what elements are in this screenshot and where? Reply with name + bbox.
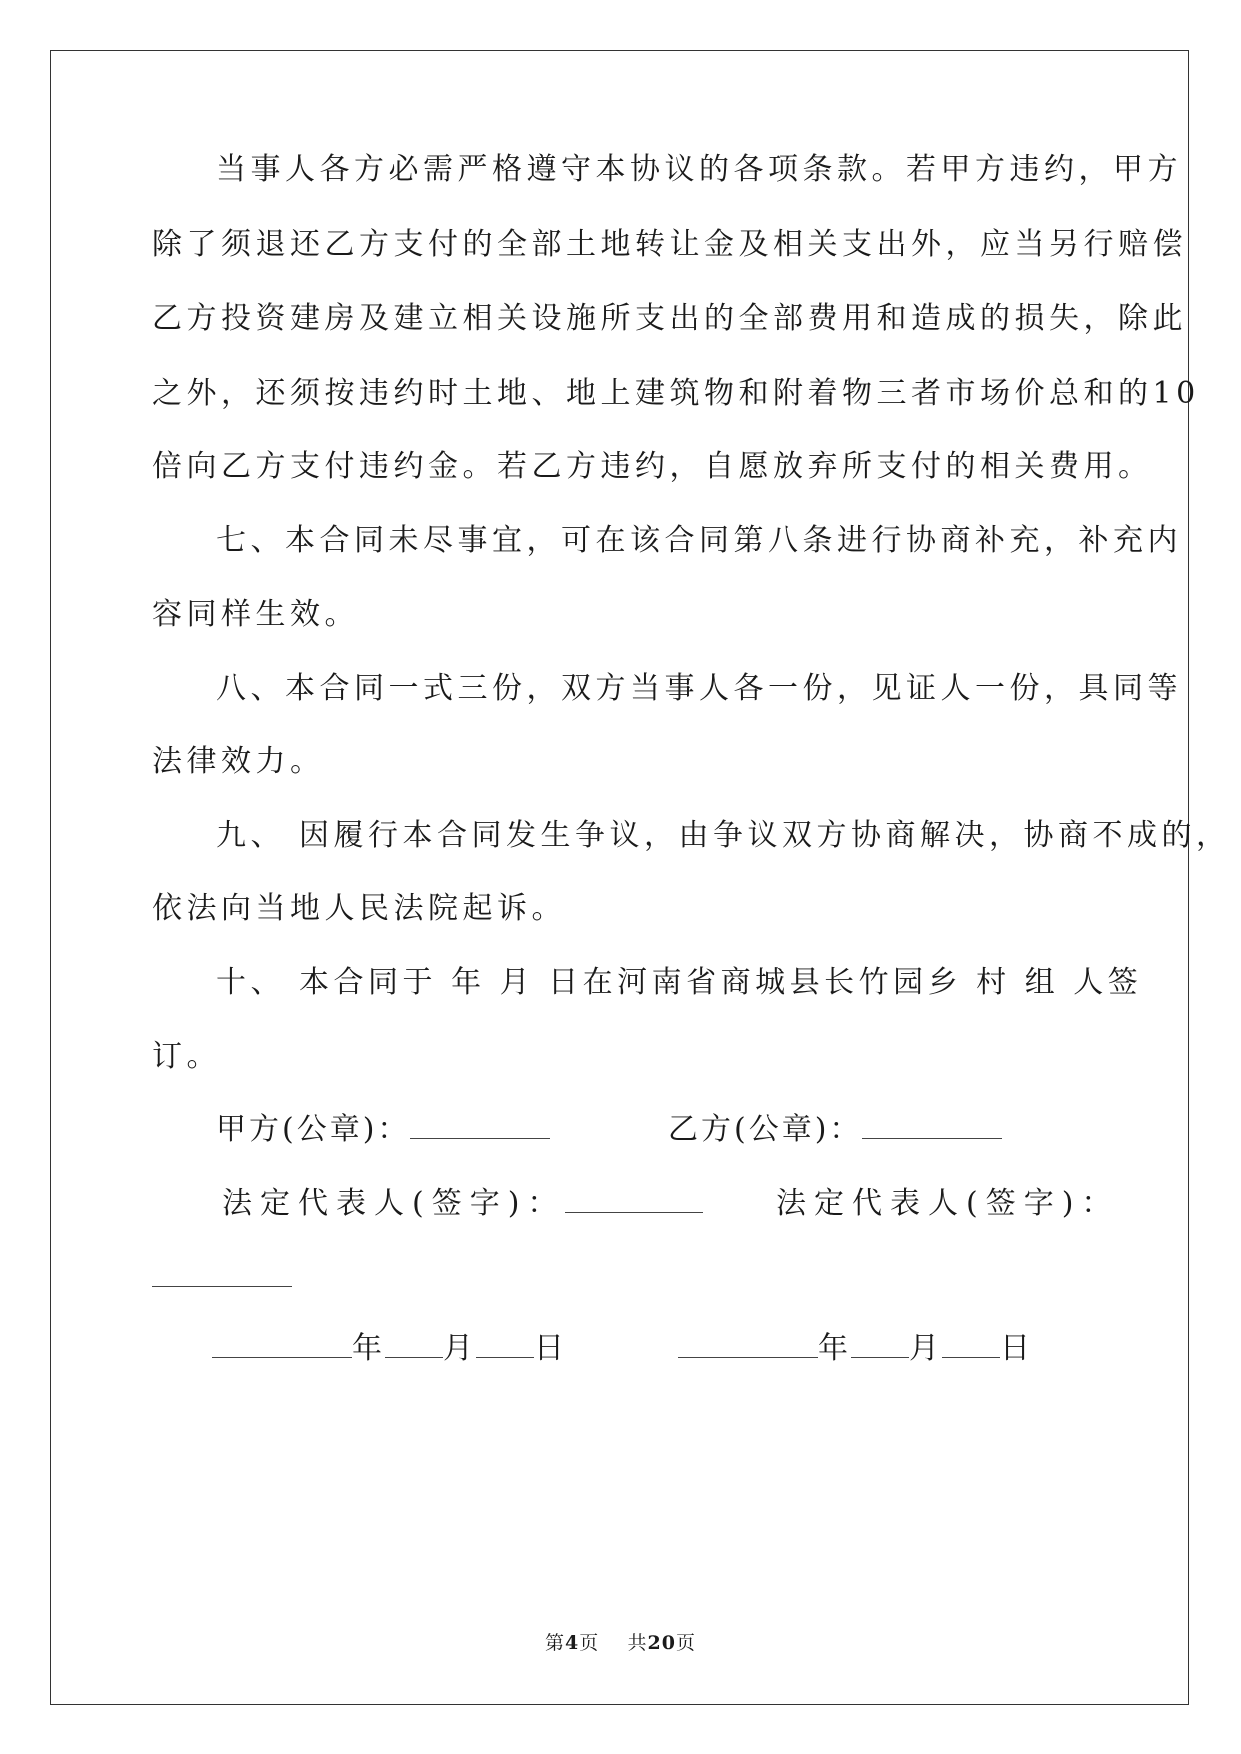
- page-number: 4: [565, 1632, 580, 1654]
- month-blank: [851, 1331, 909, 1358]
- text-line: 当事人各方必需严格遵守本协议的各项条款。若甲方违约，甲方: [216, 152, 1182, 187]
- day-label: 日: [534, 1331, 567, 1366]
- year-label: 年: [818, 1331, 851, 1366]
- year-blank: [212, 1331, 352, 1358]
- day-blank: [476, 1331, 534, 1358]
- party-b-rep-label: 法定代表人(签字)：: [776, 1186, 1120, 1221]
- page-footer: [0, 1628, 1241, 1655]
- footer-total-suffix: 页: [675, 1632, 696, 1654]
- total-pages: 20: [647, 1632, 676, 1654]
- party-a-date: [212, 1329, 567, 1369]
- year-label: 年: [352, 1331, 385, 1366]
- party-a-representative: [222, 1184, 703, 1224]
- day-label: 日: [1000, 1331, 1033, 1366]
- party-a-seal-label: 甲方(公章)：: [216, 1112, 411, 1147]
- text-line: 之外，还须按违约时土地、地上建筑物和附着物三者市场价总和的10: [152, 376, 1200, 411]
- signature-blank: [152, 1260, 292, 1287]
- text-line: 乙方投资建房及建立相关设施所支出的全部费用和造成的损失，除此: [152, 301, 1187, 336]
- text-line: 十、 本合同于 年 月 日在河南省商城县长竹园乡 村 组 人签: [216, 965, 1143, 1000]
- party-a-seal: [216, 1110, 550, 1150]
- text-line: 法律效力。: [152, 744, 325, 779]
- month-label: 月: [443, 1331, 476, 1366]
- text-line: 九、 因履行本合同发生争议，由争议双方协商解决，协商不成的，: [216, 818, 1231, 853]
- footer-prefix: 第: [545, 1632, 566, 1654]
- text-line: 七、本合同未尽事宜，可在该合同第八条进行协商补充，补充内: [216, 523, 1182, 558]
- signature-blank: [410, 1112, 550, 1139]
- month-label: 月: [909, 1331, 942, 1366]
- month-blank: [385, 1331, 443, 1358]
- party-b-seal: [668, 1110, 1002, 1150]
- footer-total-prefix: 共: [627, 1632, 648, 1654]
- year-blank: [678, 1331, 818, 1358]
- text-line: 倍向乙方支付违约金。若乙方违约，自愿放弃所支付的相关费用。: [152, 449, 1153, 484]
- party-b-rep-blank-row: [152, 1258, 292, 1298]
- party-b-date: [678, 1329, 1033, 1369]
- day-blank: [942, 1331, 1000, 1358]
- footer-page-suffix: 页: [579, 1632, 600, 1654]
- party-b-seal-label: 乙方(公章)：: [668, 1112, 863, 1147]
- party-b-representative: [776, 1184, 1119, 1224]
- text-line: 八、本合同一式三份，双方当事人各一份，见证人一份，具同等: [216, 671, 1182, 706]
- signature-blank: [565, 1186, 703, 1213]
- signature-blank: [862, 1112, 1002, 1139]
- party-a-rep-label: 法定代表人(签字)：: [222, 1186, 566, 1221]
- text-line: 依法向当地人民法院起诉。: [152, 891, 566, 926]
- text-line: 除了须退还乙方支付的全部土地转让金及相关支出外，应当另行赔偿: [152, 227, 1187, 262]
- text-line: 容同样生效。: [152, 597, 359, 632]
- text-line: 订。: [152, 1039, 221, 1074]
